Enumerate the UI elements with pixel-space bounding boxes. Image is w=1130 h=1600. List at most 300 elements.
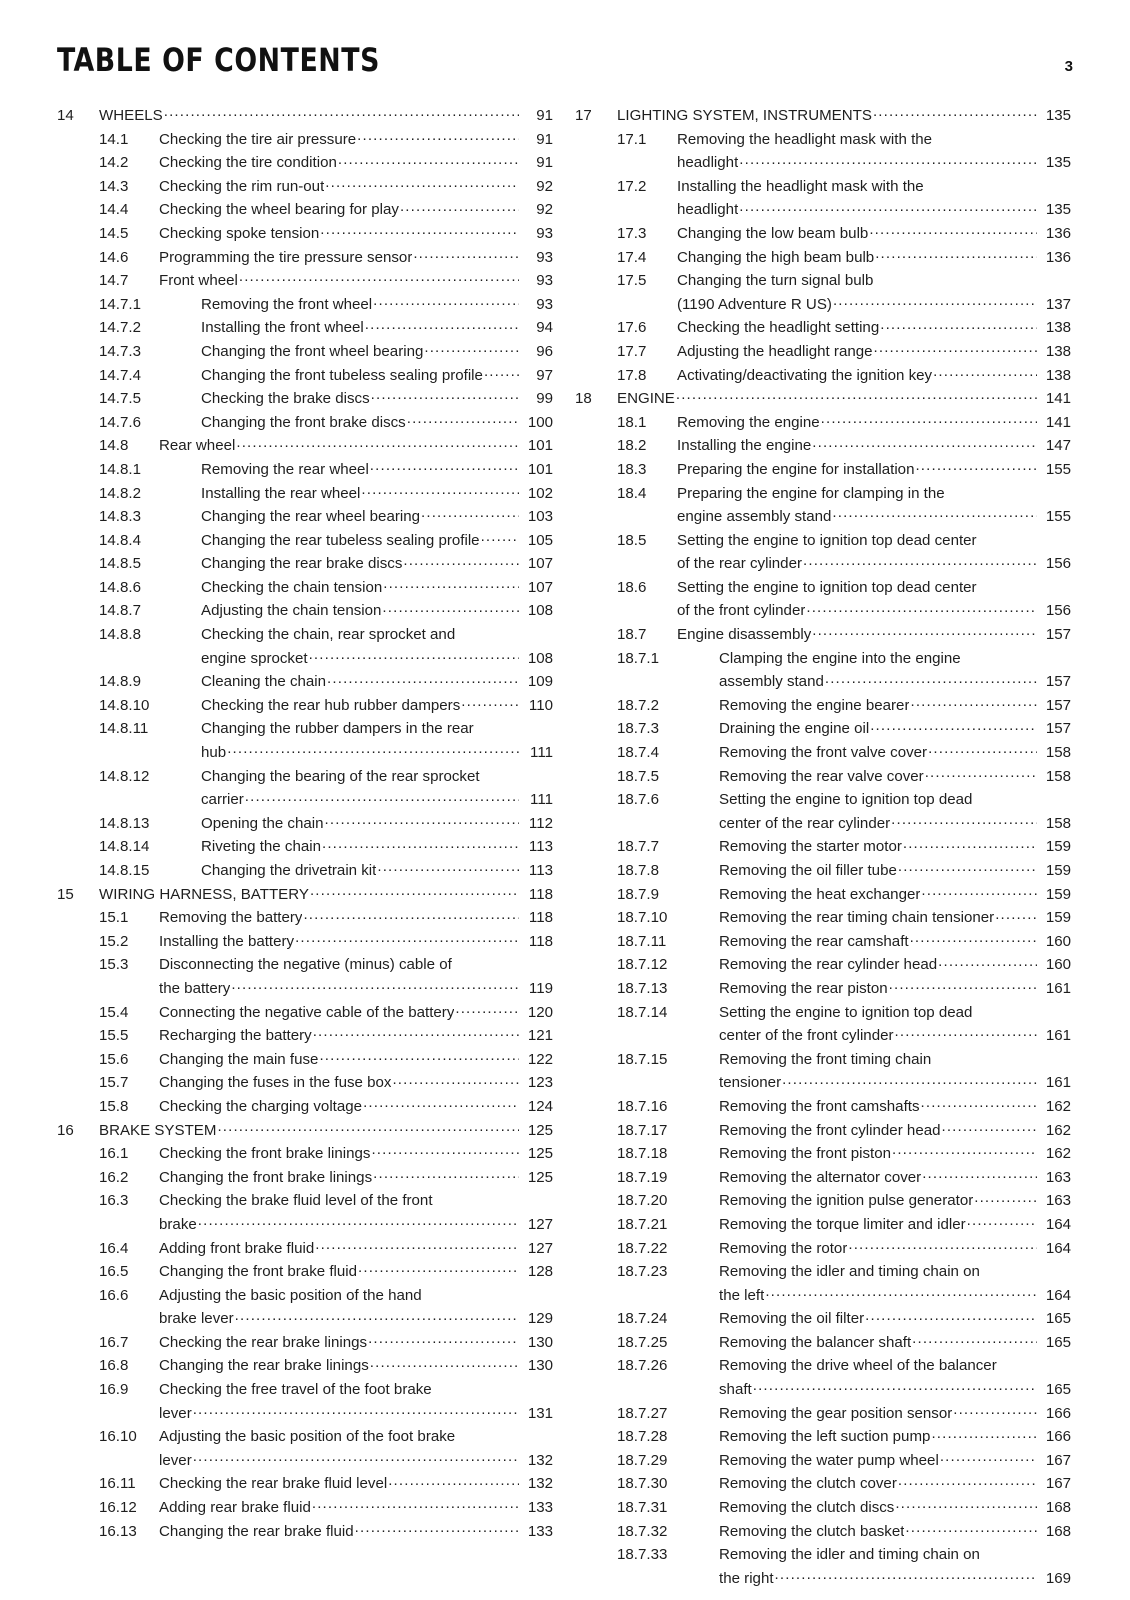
toc-entry[interactable] — [575, 717, 1071, 741]
toc-entry[interactable] — [575, 1048, 1071, 1095]
toc-entry-line — [159, 930, 553, 954]
toc-entry-line — [719, 1402, 1071, 1426]
toc-entry-body — [719, 1213, 1071, 1237]
toc-entry-line — [159, 1024, 553, 1048]
toc-entry[interactable] — [57, 104, 553, 128]
dot-leader — [981, 1261, 1037, 1276]
toc-entry-line-wrap — [719, 1354, 1071, 1378]
toc-entry-title: Checking the chain tension — [201, 578, 383, 596]
toc-entry[interactable] — [57, 246, 553, 270]
toc-entry[interactable] — [575, 1001, 1071, 1048]
toc-entry-line — [159, 1166, 553, 1190]
toc-entry-line — [719, 1520, 1071, 1544]
toc-entry[interactable] — [575, 1260, 1071, 1307]
toc-entry[interactable] — [57, 175, 553, 199]
toc-entry[interactable] — [575, 1472, 1071, 1496]
toc-entry-line — [159, 1001, 553, 1025]
toc-entry-body — [201, 364, 553, 388]
toc-entry-title: Checking the charging voltage — [159, 1097, 363, 1115]
toc-entry-body — [719, 1307, 1071, 1331]
toc-entry-line — [719, 835, 1071, 859]
toc-entry[interactable] — [57, 128, 553, 152]
toc-entry-line — [159, 1071, 553, 1095]
toc-entry-number: 15.8 — [99, 1097, 129, 1115]
toc-entry-title: (1190 Adventure R US) — [677, 295, 832, 313]
toc-entry-title: Changing the rear tubeless sealing profile — [201, 531, 480, 549]
dot-leader — [455, 1001, 519, 1016]
toc-entry[interactable] — [575, 529, 1071, 576]
toc-entry[interactable] — [575, 953, 1071, 977]
toc-entry-number: 17.7 — [617, 342, 647, 360]
toc-entry-title: Changing the front brake fluid — [159, 1263, 358, 1281]
toc-entry-number: 16.13 — [99, 1522, 137, 1540]
toc-entry[interactable] — [57, 1284, 553, 1331]
toc-entry-title: Removing the torque limiter and idler — [719, 1215, 966, 1233]
toc-entry-page: 96 — [536, 342, 553, 360]
toc-entry-line — [159, 269, 553, 293]
toc-entry[interactable] — [575, 694, 1071, 718]
toc-entry[interactable] — [575, 1331, 1071, 1355]
toc-entry[interactable] — [575, 340, 1071, 364]
toc-entry[interactable] — [57, 222, 553, 246]
toc-entry[interactable] — [57, 694, 553, 718]
toc-entry-number: 18.7.32 — [617, 1522, 668, 1540]
toc-entry[interactable] — [575, 1543, 1071, 1590]
toc-entry-page: 102 — [527, 484, 553, 502]
toc-entry-title: Removing the front piston — [719, 1145, 891, 1163]
toc-entry-line — [719, 859, 1071, 883]
toc-entry-title: Engine disassembly — [677, 626, 812, 644]
toc-entry-page: 135 — [1045, 154, 1071, 172]
dot-leader — [921, 1096, 1037, 1111]
toc-entry-line — [159, 1260, 553, 1284]
toc-entry-page: 92 — [536, 201, 553, 219]
toc-entry-body — [677, 340, 1071, 364]
toc-entry-title: Removing the gear position sensor — [719, 1404, 953, 1422]
dot-leader — [315, 1237, 519, 1252]
toc-entry[interactable] — [575, 930, 1071, 954]
toc-entry[interactable] — [57, 482, 553, 506]
toc-entry[interactable] — [57, 859, 553, 883]
dot-leader — [974, 1190, 1037, 1205]
toc-entry-title: Removing the water pump wheel — [719, 1451, 939, 1469]
toc-entry-line — [719, 812, 1071, 836]
toc-entry-body — [677, 434, 1071, 458]
toc-entry[interactable] — [575, 458, 1071, 482]
dot-leader — [217, 1119, 519, 1134]
toc-entry-title: Changing the high beam bulb — [677, 248, 875, 266]
toc-entry[interactable] — [57, 198, 553, 222]
toc-entry[interactable] — [57, 765, 553, 812]
toc-entry-body — [719, 906, 1071, 930]
toc-entry-title: Changing the rear brake fluid — [159, 1522, 354, 1540]
toc-entry[interactable] — [57, 1048, 553, 1072]
toc-entry-number: 14.8.7 — [99, 602, 141, 620]
toc-entry-page: 133 — [527, 1522, 553, 1540]
toc-entry[interactable] — [575, 1119, 1071, 1143]
toc-entry-line — [159, 1496, 553, 1520]
toc-entry[interactable] — [575, 104, 1071, 128]
toc-entry[interactable] — [57, 717, 553, 764]
toc-entry[interactable] — [575, 434, 1071, 458]
toc-entry-body — [159, 151, 553, 175]
toc-entry[interactable] — [575, 576, 1071, 623]
toc-entry[interactable] — [575, 883, 1071, 907]
toc-entry-number: 15.6 — [99, 1050, 129, 1068]
toc-entry[interactable] — [57, 340, 553, 364]
toc-entry[interactable] — [57, 599, 553, 623]
toc-entry[interactable] — [575, 222, 1071, 246]
toc-entry-page: 120 — [527, 1003, 553, 1021]
toc-entry-title: Setting the engine to ignition top dead center — [677, 578, 977, 596]
toc-entry[interactable] — [57, 1472, 553, 1496]
toc-entry-body — [719, 1331, 1071, 1355]
toc-entry[interactable] — [575, 765, 1071, 789]
toc-entry-title: Checking the brake fluid level of the front — [159, 1192, 433, 1210]
toc-entry-line — [201, 741, 553, 765]
toc-entry-line — [719, 1378, 1071, 1402]
toc-entry-body — [159, 1095, 553, 1119]
toc-entry[interactable] — [57, 576, 553, 600]
toc-entry-title: Changing the rear wheel bearing — [201, 508, 421, 526]
toc-entry-title: Installing the engine — [677, 437, 812, 455]
toc-entry[interactable] — [575, 482, 1071, 529]
toc-entry-page: 168 — [1045, 1499, 1071, 1517]
toc-entry-title: Recharging the battery — [159, 1027, 312, 1045]
dot-leader — [322, 836, 519, 851]
toc-entry-body — [719, 1166, 1071, 1190]
toc-entry[interactable] — [57, 953, 553, 1000]
dot-leader — [245, 789, 519, 804]
toc-entry[interactable] — [575, 647, 1071, 694]
toc-entry-page: 147 — [1045, 437, 1071, 455]
toc-entry[interactable] — [575, 977, 1071, 1001]
toc-entry[interactable] — [57, 269, 553, 293]
toc-entry[interactable] — [575, 835, 1071, 859]
dot-leader — [928, 742, 1037, 757]
toc-entry-number: 18.7.3 — [617, 720, 659, 738]
toc-entry[interactable] — [57, 1520, 553, 1544]
toc-entry-page: 110 — [528, 696, 553, 714]
toc-entry-title: Preparing the engine for clamping in the — [677, 484, 945, 502]
toc-entry-line-wrap — [159, 1189, 553, 1213]
dot-leader — [946, 482, 1037, 497]
toc-entry-page: 118 — [528, 909, 553, 927]
toc-entry-title: Changing the drivetrain kit — [201, 862, 377, 879]
toc-entry-title: Adjusting the basic position of the foot brake — [159, 1428, 456, 1446]
toc-entry-line — [617, 104, 1071, 128]
toc-entry-number: 18.7.24 — [617, 1310, 668, 1328]
toc-entry[interactable] — [57, 1378, 553, 1425]
toc-entry[interactable] — [57, 1425, 553, 1472]
toc-entry-number: 14.2 — [99, 154, 129, 172]
toc-entry[interactable] — [575, 246, 1071, 270]
toc-entry-line — [201, 835, 553, 859]
toc-entry[interactable] — [57, 835, 553, 859]
toc-entry-line — [677, 623, 1071, 647]
toc-entry-title: Programming the tire pressure sensor — [159, 248, 413, 266]
toc-entry-number: 18.7.28 — [617, 1428, 668, 1446]
toc-entry-title: Checking the rim run-out — [159, 177, 325, 195]
dot-leader — [368, 1332, 519, 1347]
toc-entry[interactable] — [57, 151, 553, 175]
toc-entry-line — [159, 1095, 553, 1119]
toc-entry[interactable] — [575, 1142, 1071, 1166]
toc-entry-number: 14.8.1 — [99, 460, 141, 478]
toc-entry[interactable] — [57, 316, 553, 340]
toc-entry[interactable] — [57, 458, 553, 482]
toc-entry-page: 163 — [1045, 1192, 1071, 1210]
toc-entry-line — [677, 364, 1071, 388]
toc-entry-line — [719, 1472, 1071, 1496]
toc-entry[interactable] — [57, 1166, 553, 1190]
toc-entry[interactable] — [575, 788, 1071, 835]
toc-entry-number: 14.8.5 — [99, 555, 141, 573]
dot-leader — [325, 176, 519, 191]
toc-entry-number: 15.3 — [99, 956, 129, 974]
toc-entry-title: Removing the alternator cover — [719, 1168, 922, 1186]
toc-entry[interactable] — [575, 1496, 1071, 1520]
dot-leader — [915, 459, 1037, 474]
toc-entry-title: Removing the front cylinder head — [719, 1121, 941, 1139]
dot-leader — [739, 152, 1037, 167]
toc-entry[interactable] — [575, 269, 1071, 316]
dot-leader — [775, 1568, 1037, 1583]
toc-entry-line — [201, 694, 553, 718]
toc-entry[interactable] — [575, 1237, 1071, 1261]
toc-entry-page: 91 — [536, 130, 553, 148]
dot-leader — [164, 105, 519, 120]
dot-leader — [812, 624, 1037, 639]
toc-entry-body — [201, 694, 553, 718]
toc-entry-body — [719, 1496, 1071, 1520]
toc-entry[interactable] — [575, 859, 1071, 883]
toc-entry-page: 93 — [536, 224, 553, 242]
toc-entry-title: Checking the wheel bearing for play — [159, 201, 399, 219]
toc-entry-page: 122 — [527, 1050, 553, 1068]
dot-leader — [310, 884, 519, 899]
toc-entry[interactable] — [57, 387, 553, 411]
toc-entry-line — [159, 1520, 553, 1544]
toc-entry[interactable] — [57, 930, 553, 954]
toc-entry-number: 14.8.3 — [99, 508, 141, 526]
toc-entry[interactable] — [575, 316, 1071, 340]
dot-leader — [357, 129, 519, 144]
toc-entry-body — [201, 670, 553, 694]
toc-entry[interactable] — [57, 505, 553, 529]
toc-entry-title: Adding front brake fluid — [159, 1239, 315, 1257]
toc-entry[interactable] — [57, 411, 553, 435]
toc-entry[interactable] — [575, 1189, 1071, 1213]
toc-entry[interactable] — [57, 1331, 553, 1355]
toc-entry-body — [159, 1496, 553, 1520]
toc-entry[interactable] — [57, 1496, 553, 1520]
toc-entry[interactable] — [575, 387, 1071, 411]
toc-entry-title: Checking the chain, rear sprocket and — [201, 626, 456, 644]
toc-entry-page: 159 — [1045, 838, 1071, 856]
toc-entry-title: Removing the rear cylinder head — [719, 956, 938, 974]
toc-entry[interactable] — [57, 1024, 553, 1048]
toc-entry-line — [201, 552, 553, 576]
toc-entry[interactable] — [575, 906, 1071, 930]
toc-entry[interactable] — [57, 883, 553, 907]
toc-entry-number: 18.7.20 — [617, 1192, 668, 1210]
toc-entry[interactable] — [575, 1213, 1071, 1237]
toc-entry[interactable] — [575, 1449, 1071, 1473]
toc-entry[interactable] — [57, 1354, 553, 1378]
toc-entry-line-wrap — [677, 128, 1071, 152]
toc-entry-title: engine assembly stand — [677, 508, 832, 526]
toc-entry[interactable] — [575, 364, 1071, 388]
dot-leader — [973, 1001, 1037, 1016]
toc-entry-number: 16.2 — [99, 1168, 129, 1186]
toc-entry-number: 14.7.6 — [99, 413, 141, 431]
toc-entry-title: Checking the tire air pressure — [159, 130, 357, 148]
toc-entry-line — [159, 434, 553, 458]
dot-leader — [910, 695, 1037, 710]
toc-entry-line — [159, 128, 553, 152]
toc-entry-number: 15 — [57, 885, 74, 903]
dot-leader — [889, 978, 1037, 993]
toc-entry[interactable] — [57, 1119, 553, 1143]
toc-entry-line — [99, 104, 553, 128]
toc-entry-page: 91 — [536, 107, 553, 124]
toc-entry-title: Checking the free travel of the foot brake — [159, 1381, 432, 1399]
toc-entry[interactable] — [57, 906, 553, 930]
toc-entry[interactable] — [575, 1520, 1071, 1544]
toc-entry-line — [201, 599, 553, 623]
toc-entry-line — [99, 883, 553, 907]
toc-entry-line — [677, 293, 1071, 317]
toc-entry-page: 167 — [1045, 1475, 1071, 1493]
toc-entry-title: assembly stand — [719, 673, 824, 691]
toc-entry-page: 158 — [1045, 814, 1071, 832]
dot-leader — [833, 294, 1037, 309]
toc-entry-title: Changing the front tubeless sealing profile — [201, 366, 483, 384]
toc-entry-title: Removing the idler and timing chain on — [719, 1546, 980, 1564]
toc-entry[interactable] — [57, 293, 553, 317]
toc-entry-number: 18.7.7 — [617, 838, 659, 856]
toc-entry-title: hub — [201, 744, 227, 762]
toc-entry[interactable] — [575, 1425, 1071, 1449]
toc-entry-body — [201, 316, 553, 340]
toc-entry-page: 164 — [1045, 1215, 1071, 1233]
dot-leader — [484, 364, 519, 379]
toc-entry[interactable] — [57, 1001, 553, 1025]
toc-entry-line — [159, 151, 553, 175]
toc-entry-line — [159, 1472, 553, 1496]
toc-entry-title: Changing the front brake linings — [159, 1168, 373, 1186]
toc-entry[interactable] — [57, 1095, 553, 1119]
page-header — [57, 42, 1073, 88]
toc-entry-title: Removing the oil filter — [719, 1310, 865, 1328]
toc-entry[interactable] — [57, 1071, 553, 1095]
dot-leader — [821, 412, 1037, 427]
toc-entry-page: 157 — [1045, 720, 1071, 738]
toc-entry-number: 18.2 — [617, 437, 647, 455]
toc-entry[interactable] — [575, 411, 1071, 435]
toc-entry[interactable] — [57, 670, 553, 694]
toc-entry-title: Checking the headlight setting — [677, 319, 880, 337]
toc-entry-title: of the rear cylinder — [677, 555, 803, 573]
dot-leader — [942, 1119, 1038, 1134]
toc-entry-line — [719, 977, 1071, 1001]
toc-left-column — [57, 104, 553, 1590]
dot-leader — [355, 1521, 519, 1536]
toc-entry-page: 93 — [536, 295, 553, 313]
toc-entry[interactable] — [575, 1402, 1071, 1426]
toc-entry-page: 131 — [527, 1404, 553, 1422]
toc-entry[interactable] — [57, 552, 553, 576]
dot-leader — [905, 1521, 1037, 1536]
toc-entry-line — [677, 599, 1071, 623]
toc-entry[interactable] — [575, 1354, 1071, 1401]
toc-entry-page: 135 — [1045, 107, 1071, 124]
toc-entry[interactable] — [57, 1142, 553, 1166]
toc-entry[interactable] — [575, 1095, 1071, 1119]
toc-entry[interactable] — [57, 1260, 553, 1284]
toc-entry-number: 14.8.11 — [99, 720, 149, 738]
toc-entry-page: 169 — [1045, 1569, 1071, 1587]
dot-leader — [865, 1308, 1037, 1323]
toc-entry-body — [201, 387, 553, 411]
toc-entry-title: tensioner — [719, 1074, 782, 1092]
toc-entry-page: 136 — [1045, 224, 1071, 242]
toc-entry-title: Adjusting the chain tension — [201, 602, 382, 620]
toc-entry[interactable] — [57, 1189, 553, 1236]
dot-leader — [873, 105, 1037, 120]
dot-leader — [371, 388, 519, 403]
toc-entry[interactable] — [575, 175, 1071, 222]
dot-leader — [325, 813, 519, 828]
toc-entry-page: 133 — [527, 1499, 553, 1517]
toc-entry-page: 162 — [1045, 1145, 1071, 1163]
toc-entry-line — [677, 411, 1071, 435]
toc-entry-number: 18.7.6 — [617, 791, 659, 809]
dot-leader — [421, 506, 519, 521]
toc-entry[interactable] — [57, 623, 553, 670]
toc-entry-number: 16.7 — [99, 1333, 129, 1351]
toc-entry-page: 158 — [1045, 767, 1071, 785]
toc-entry[interactable] — [575, 128, 1071, 175]
toc-entry-page: 132 — [527, 1451, 553, 1469]
dot-leader — [239, 270, 519, 285]
toc-entry-page: 93 — [536, 248, 553, 266]
toc-entry-number: 18.7.30 — [617, 1475, 668, 1493]
dot-leader — [358, 1261, 519, 1276]
toc-entry-line — [677, 505, 1071, 529]
toc-entry-body — [201, 835, 553, 859]
toc-entry[interactable] — [57, 364, 553, 388]
toc-entry[interactable] — [575, 1307, 1071, 1331]
toc-entry-body — [201, 623, 553, 670]
toc-entry-title: Adding rear brake fluid — [159, 1499, 311, 1517]
toc-entry[interactable] — [57, 529, 553, 553]
dot-leader — [912, 1332, 1037, 1347]
toc-entry-body — [719, 694, 1071, 718]
toc-entry[interactable] — [57, 434, 553, 458]
toc-entry[interactable] — [575, 623, 1071, 647]
toc-entry[interactable] — [57, 812, 553, 836]
toc-entry-number: 18.7.13 — [617, 979, 668, 997]
dot-leader — [973, 789, 1037, 804]
toc-entry-body — [159, 246, 553, 270]
toc-entry-title: lever — [159, 1404, 192, 1422]
toc-entry-line — [719, 1307, 1071, 1331]
toc-entry[interactable] — [57, 1237, 553, 1261]
toc-entry[interactable] — [575, 1166, 1071, 1190]
toc-entry[interactable] — [575, 741, 1071, 765]
